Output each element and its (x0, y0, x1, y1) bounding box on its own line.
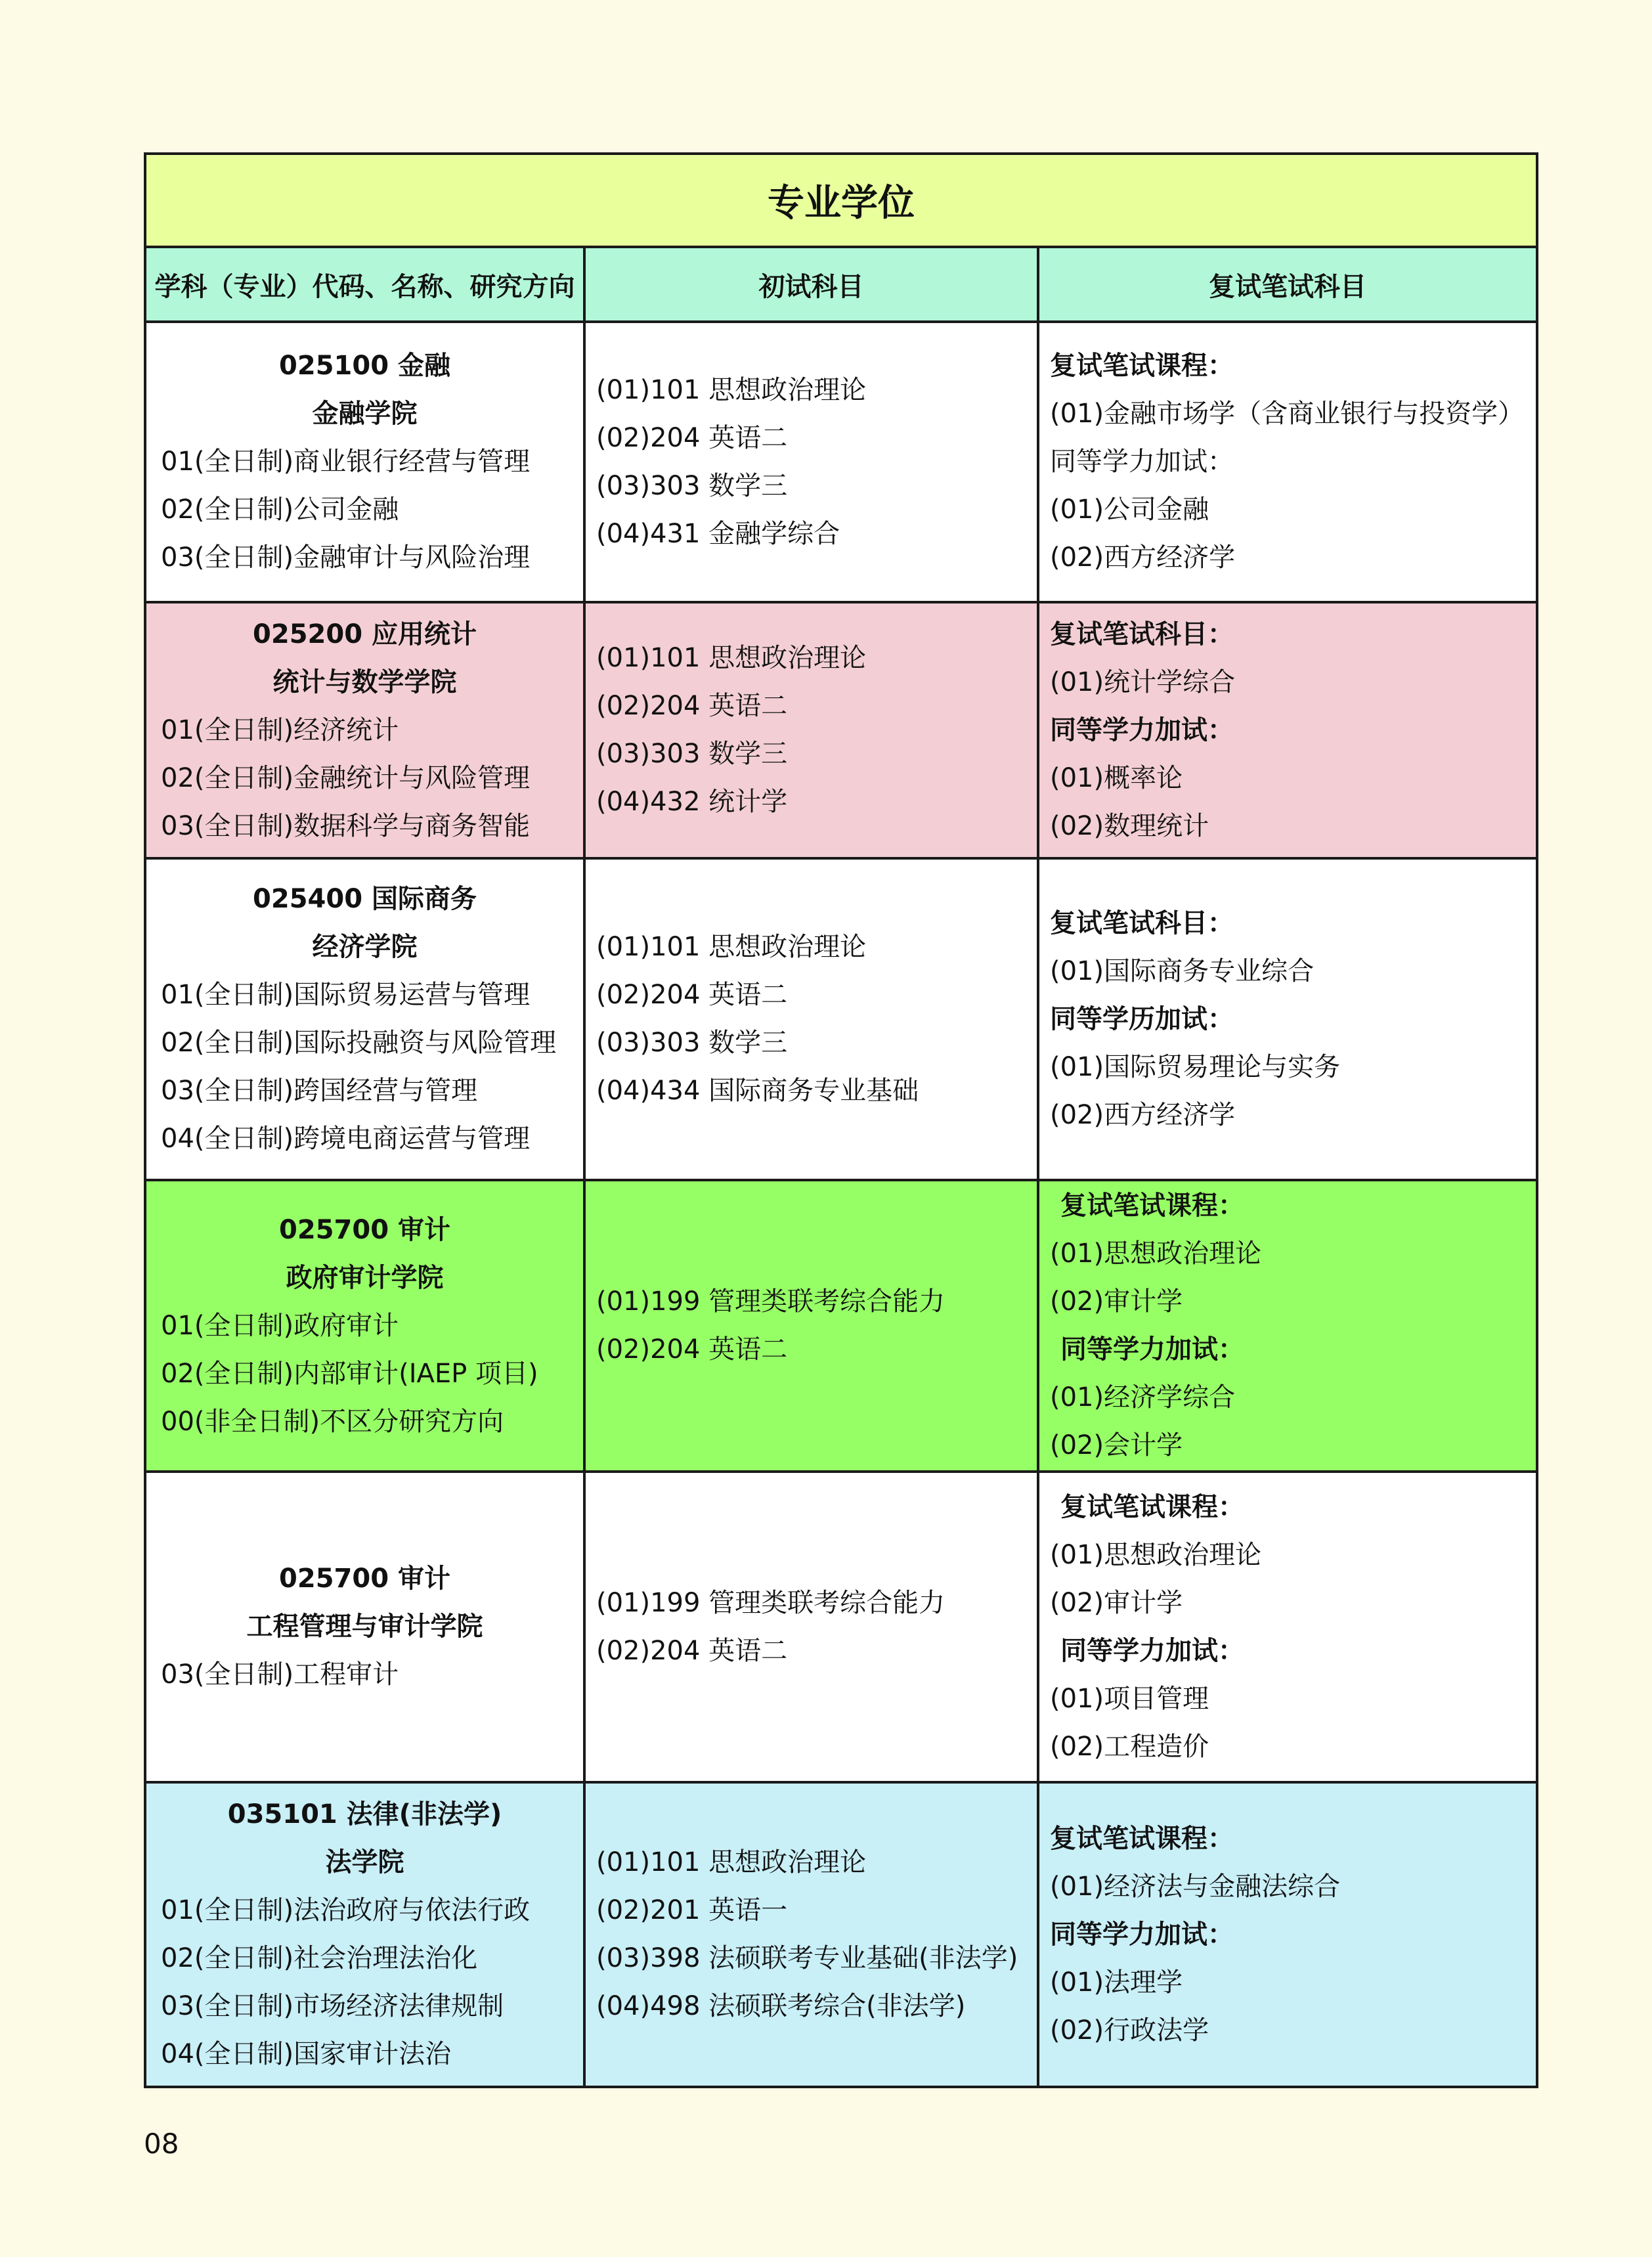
degree-table (144, 152, 1538, 2088)
retest-subject: (02)审计学 (1050, 1587, 1183, 1618)
exam-subject: (02)204 英语二 (596, 422, 788, 453)
retest-subject: (02)行政法学 (1050, 2015, 1209, 2046)
research-direction: 02(全日制)公司金融 (161, 494, 399, 525)
exam-subject: (01)101 思想政治理论 (596, 643, 867, 673)
retest-heading: 复试笔试科目： (1050, 619, 1234, 649)
page-number: 08 (144, 2128, 179, 2160)
research-direction: 03(全日制)市场经济法律规制 (161, 1991, 504, 2021)
exam-subject: (01)101 思想政治理论 (596, 374, 867, 405)
retest-subject: (01)思想政治理论 (1050, 1539, 1262, 1570)
retest-subject: (02)西方经济学 (1050, 542, 1236, 573)
exam-cell (584, 1782, 1038, 2087)
research-direction: 02(全日制)社会治理法治化 (161, 1943, 478, 1973)
exam-subject: (04)434 国际商务专业基础 (596, 1076, 919, 1106)
title-row (145, 154, 1537, 247)
exam-subject: (03)398 法硕联考专业基础(非法学) (596, 1943, 1018, 1973)
retest-subject: (01)法理学 (1050, 1967, 1183, 1998)
table-row (145, 1180, 1537, 1472)
exam-subject: (01)199 管理类联考综合能力 (596, 1286, 946, 1317)
exam-subject: (04)431 金融学综合 (596, 518, 840, 549)
major-cell (145, 602, 584, 858)
retest-subject: (01)国际贸易理论与实务 (1050, 1051, 1341, 1082)
retest-subject: (01)经济学综合 (1050, 1382, 1236, 1413)
exam-subject: (01)101 思想政治理论 (596, 1847, 867, 1877)
header-major: 学科（专业）代码、名称、研究方向 (145, 247, 584, 322)
research-direction: 01(全日制)国际贸易运营与管理 (161, 980, 531, 1010)
research-direction: 02(全日制)金融统计与风险管理 (161, 762, 531, 793)
retest-cell (1038, 322, 1537, 602)
exam-subject: (02)204 英语二 (596, 980, 788, 1010)
retest-subject: (02)数理统计 (1050, 810, 1209, 841)
exam-subject: (02)204 英语二 (596, 1334, 788, 1365)
header-exams: 初试科目 (584, 247, 1038, 322)
research-direction: 01(全日制)商业银行经营与管理 (161, 447, 531, 477)
table-row (145, 1782, 1537, 2087)
retest-cell (1038, 602, 1537, 858)
retest-subject: (01)项目管理 (1050, 1683, 1209, 1714)
retest-subject: (01)公司金融 (1050, 494, 1209, 525)
table-row (145, 602, 1537, 858)
table-row (145, 322, 1537, 602)
retest-subject: 同等学力加试： (1050, 447, 1234, 477)
retest-subject: (01)统计学综合 (1050, 667, 1236, 697)
research-direction: 02(全日制)国际投融资与风险管理 (161, 1028, 557, 1058)
exam-cell (584, 858, 1038, 1180)
research-direction: 00(非全日制)不区分研究方向 (161, 1406, 504, 1437)
major-cell (145, 1180, 584, 1472)
exam-subject: (02)201 英语一 (596, 1895, 788, 1925)
retest-heading: 复试笔试课程： (1050, 1823, 1234, 1854)
exam-subject: (01)199 管理类联考综合能力 (596, 1587, 946, 1618)
retest-cell (1038, 1782, 1537, 2087)
exam-subject: (03)303 数学三 (596, 1028, 788, 1058)
exam-subject: (02)204 英语二 (596, 691, 788, 721)
retest-subject: (02)会计学 (1050, 1430, 1183, 1460)
school-name: 经济学院 (312, 932, 418, 962)
exam-subject: (04)432 统计学 (596, 787, 788, 817)
exam-subject: (03)303 数学三 (596, 739, 788, 769)
retest-heading: 同等学历加试： (1050, 1003, 1234, 1034)
school-name: 法学院 (325, 1847, 404, 1877)
research-direction: 03(全日制)工程审计 (161, 1659, 399, 1690)
retest-heading: 复试笔试课程： (1060, 1491, 1244, 1522)
research-direction: 01(全日制)经济统计 (161, 714, 399, 745)
research-direction: 02(全日制)内部审计(IAEP 项目) (161, 1358, 538, 1389)
major-cell (145, 1782, 584, 2087)
major-code-name: 025100 金融 (279, 351, 450, 381)
retest-cell (1038, 858, 1537, 1180)
major-code-name: 025400 国际商务 (253, 884, 477, 914)
table-title: 专业学位 (145, 154, 1537, 247)
retest-cell (1038, 1472, 1537, 1782)
exam-cell (584, 1180, 1038, 1472)
header-row (145, 247, 1537, 322)
retest-subject: (01)金融市场学（含商业银行与投资学） (1050, 399, 1525, 429)
school-name: 政府审计学院 (286, 1262, 444, 1293)
school-name: 工程管理与审计学院 (246, 1611, 483, 1642)
retest-subject: (01)概率论 (1050, 762, 1183, 793)
retest-heading: 复试笔试课程： (1060, 1191, 1244, 1221)
exam-cell (584, 1472, 1038, 1782)
retest-subject: (01)经济法与金融法综合 (1050, 1871, 1341, 1902)
major-cell (145, 1472, 584, 1782)
exam-subject: (01)101 思想政治理论 (596, 932, 867, 962)
major-code-name: 025700 审计 (279, 1214, 450, 1245)
retest-heading: 同等学力加试： (1060, 1334, 1244, 1365)
exam-subject: (02)204 英语二 (596, 1635, 788, 1666)
exam-cell (584, 602, 1038, 858)
retest-heading: 同等学力加试： (1050, 1919, 1234, 1950)
major-code-name: 025700 审计 (279, 1564, 450, 1594)
retest-subject: (02)审计学 (1050, 1286, 1183, 1317)
research-direction: 03(全日制)金融审计与风险治理 (161, 542, 531, 573)
exam-subject: (03)303 数学三 (596, 470, 788, 501)
research-direction: 04(全日制)跨境电商运营与管理 (161, 1124, 531, 1154)
major-code-name: 035101 法律(非法学) (227, 1799, 502, 1830)
research-direction: 04(全日制)国家审计法治 (161, 2039, 452, 2069)
retest-cell (1038, 1180, 1537, 1472)
school-name: 统计与数学学院 (272, 667, 457, 697)
research-direction: 01(全日制)法治政府与依法行政 (161, 1895, 531, 1925)
table-row (145, 1472, 1537, 1782)
research-direction: 01(全日制)政府审计 (161, 1310, 399, 1341)
research-direction: 03(全日制)数据科学与商务智能 (161, 810, 531, 841)
retest-subject: (01)思想政治理论 (1050, 1238, 1262, 1269)
retest-heading: 复试笔试课程： (1050, 351, 1234, 381)
exam-subject: (04)498 法硕联考综合(非法学) (596, 1991, 966, 2021)
major-cell (145, 858, 584, 1180)
major-cell (145, 322, 584, 602)
research-direction: 03(全日制)跨国经营与管理 (161, 1076, 478, 1106)
retest-subject: (01)国际商务专业综合 (1050, 955, 1315, 986)
table-body (145, 322, 1537, 2087)
retest-subject: (02)工程造价 (1050, 1731, 1209, 1762)
retest-heading: 同等学力加试： (1050, 714, 1234, 745)
retest-heading: 复试笔试科目： (1050, 908, 1234, 938)
header-retest: 复试笔试科目 (1038, 247, 1537, 322)
school-name: 金融学院 (312, 399, 418, 429)
retest-subject: (02)西方经济学 (1050, 1099, 1236, 1130)
table-row (145, 858, 1537, 1180)
exam-cell (584, 322, 1038, 602)
retest-heading: 同等学力加试： (1060, 1635, 1244, 1666)
major-code-name: 025200 应用统计 (253, 619, 477, 649)
